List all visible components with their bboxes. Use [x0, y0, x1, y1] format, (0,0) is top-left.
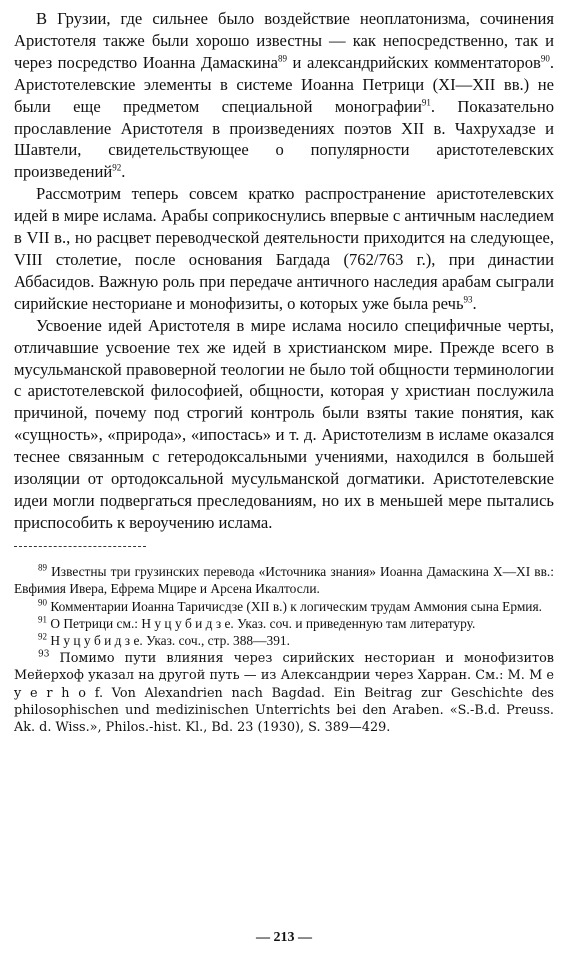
paragraph-islam-reception: Усвоение идей Аристотеля в мире ислама носило специфичные черты, отличавшие усвоение тех же идей в христианском мире. Прежде всего в мусульманской правоверной теологии не было той общности терминологии с аристотелевской философией, общности, которая у христиан послужила причиной, почему под строгий контроль были взяты такие понятия, как «сущность», «природа», «ипостась» и т. д. Аристотелизм в исламе оказался теснее связанным с гетеродоксальными учениями, находился в большей изоляции от ортодоксальной мусульманской догматики. Аристотелевские идеи могли подвергаться преследованиям, но их в меньшей мере пытались приспособить к вероучению ислама. [14, 315, 554, 532]
page-number: — 213 — [256, 930, 312, 945]
footnote-92: $^{92}$ Н у ц у б и д з е. Указ. соч., стр. 388—391. [38, 631, 290, 649]
footnote-marker: 90 [540, 53, 550, 64]
footnote-marker: 89 [278, 53, 287, 64]
main-text [14, 8, 554, 534]
footnote-marker: 90 [38, 597, 47, 608]
footnotes [14, 563, 554, 737]
footnote-separator [14, 546, 146, 547]
footnote-89: $^{89}$ Известны три грузинских перевода «Источника знания» Иоанна Дамаскина X—XI вв.: Евфимия Ивера, Ефрема Мцире и Арсена Икалтосли. [14, 562, 554, 597]
footnote-marker: 92 [112, 162, 122, 173]
footnote-marker: 91 [421, 97, 431, 108]
footnote-marker: 91 [38, 614, 47, 625]
footnote-marker: 89 [38, 562, 47, 573]
footnote-93: $^{93}$ Помимо пути влияния через сирийских несториан и монофизитов Мейерхоф указал на другой путь — из Александрии через Харран. См.: M. M e y e r h o f. Von Alexandrien nach Bagdad. Ein Beitrag zur Geschichte des philosophischen und medizinischen Unterrichts bei den Araben. «S.-B.d. Preuss. Ak. d. Wiss.», Philos.-hist. Kl., Bd. 23 (1930), S. 389—429. [14, 649, 554, 736]
footnote-marker: 92 [38, 631, 47, 642]
footnote-marker: 93 [463, 294, 473, 305]
footnote-91: $^{91}$ О Петрици см.: Н у ц у б и д з е. Указ. соч. и приведенную там литературу. [38, 614, 476, 631]
footnote-90: $^{90}$ Комментарии Иоанна Таричисдзе (XII в.) к логическим трудам Аммония сына Ермия. [38, 597, 542, 614]
paragraph-islam-transmission: Рассмотрим теперь совсем кратко распространение аристотелевских идей в мире ислама. Арабы соприкоснулись впервые с античным наследием в VII в., но расцвет переводческой деятельности приходится на следующее, VIII столетие, после основания Багдада (762/763 г.), при династии Аббасидов. Важную роль при передаче античного наследия арабам сыграли сирийские несториане и монофизиты, о которых уже была речь$^{93}$. [14, 184, 554, 313]
book-page [14, 8, 554, 737]
paragraph-georgia: В Грузии, где сильнее было воздействие неоплатонизма, сочинения Аристотеля также были хорошо известны — как непосредственно, так и через посредство Иоанна Дамаскина$^{89}$ и александрийских комментаторов$^{90}$. Аристотелевские элементы в системе Иоанна Петрици (XI—XII вв.) не были еще предметом специальной монографии$^{91}$. Показательно прославление Аристотеля в произведениях поэтов XII в. Чахрухадзе и Шавтели, свидетельствующее о популярности аристотелевских произведений$^{92}$. [14, 9, 555, 182]
footnote-marker: 93 [38, 649, 50, 660]
